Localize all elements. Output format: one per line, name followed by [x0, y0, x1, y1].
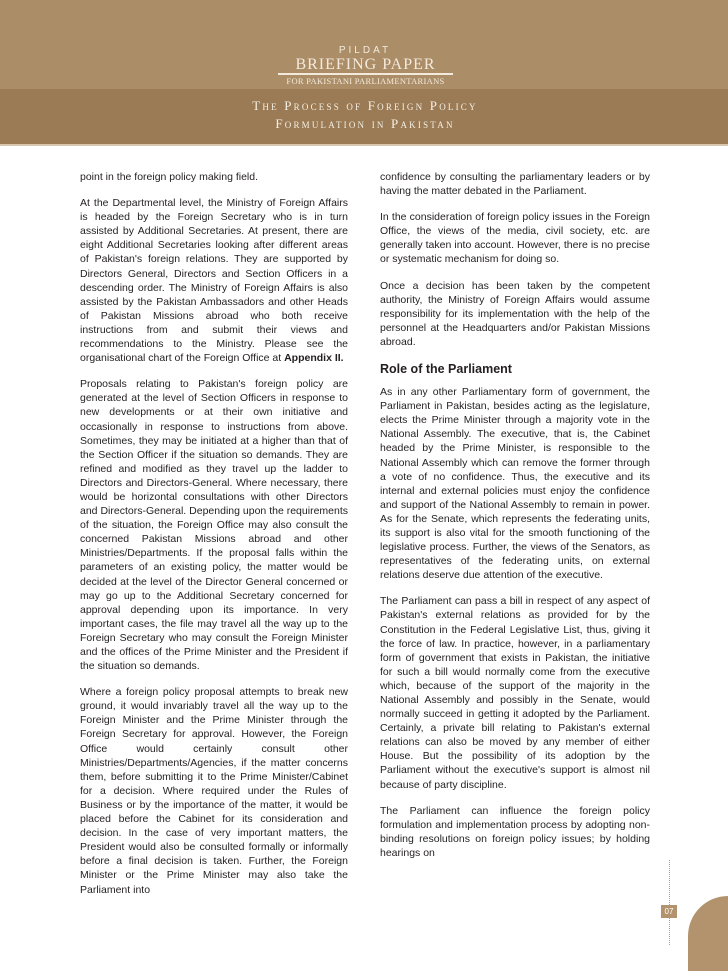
paragraph: In the consideration of foreign policy issues in the Foreign Office, the views of the media, civil society, etc. are generally taken into account. However, there is no precise or systematic mechanism for doing so.: [380, 211, 650, 266]
paragraph: The Parliament can influence the foreign policy formulation and implementation process by adopting non-binding resolutions on foreign policy issues; by holding hearings on: [380, 804, 650, 859]
paragraph: point in the foreign policy making field.: [80, 171, 259, 183]
paper-title-line-2: Formulation in Pakistan: [275, 116, 455, 131]
paragraph: [80, 196, 348, 365]
section-heading: Role of the Parliament: [380, 362, 512, 377]
paragraph: As in any other Parliamentary form of government, the Parliament in Pakistan, besides acting as the legislature, elects the Prime Minister through a majority vote in the National Assembly. The executive, that is, the Cabinet headed by the Prime Minister, is responsible to the National Assembly which can remove the former through a vote of no confidence. Thus, the executive and its internal and external policies must enjoy the confidence and support of the National Assembly to remain in power. As for the Senate, which represents the federating units, its support is also vital for the smooth functioning of the legislative process. Further, the views of the Senators, as representatives of the federating units, on external relations deserve due attention of the executive.: [380, 386, 650, 582]
right-column: [380, 170, 650, 872]
paragraph: Once a decision has been taken by the competent authority, the Ministry of Foreign Affairs would assume responsibility for its implementation with the help of the personnel at the Headquarters and/or Pakistan Missions abroad.: [380, 279, 650, 348]
left-column: [80, 170, 348, 909]
paper-title-line-1: The Process of Foreign Policy: [252, 98, 478, 113]
corner-decoration: [688, 896, 728, 971]
paragraph: confidence by consulting the parliamentary leaders or by having the matter debated in the Parliament.: [380, 171, 650, 198]
series-rule: [278, 73, 453, 75]
page-number: 07: [661, 905, 677, 918]
audience-line: FOR PAKISTANI PARLIAMENTARIANS: [286, 76, 445, 86]
appendix-reference: Appendix II.: [284, 352, 344, 365]
header-banner: [0, 0, 728, 145]
paragraph: Where a foreign policy proposal attempts to break new ground, it would invariably travel all the way up to the Foreign Minister and the Prime Minister through the Foreign Secretary for approval. However, the Foreign Office would certainly consult other Ministries/Departments/Agencies, if the matter concerns them, before submitting it to the Prime Minister/Cabinet for a decision. Where required under the Rules of Business or by the importance of the matter, it would be placed before the Cabinet for its consideration and decision. In the case of very important matters, the President would also be consulted formally or informally before a final decision is taken. Further, the Foreign Minister or the Prime Minister may also take the Parliament into: [80, 686, 348, 896]
org-name: PILDAT: [338, 45, 392, 56]
header-divider: [0, 144, 728, 146]
side-dotted-rule: [669, 860, 670, 945]
series-title: BRIEFING PAPER: [295, 56, 436, 73]
paragraph: Proposals relating to Pakistan's foreign policy are generated at the level of Section Officers in response to new developments or at their own initiative and occasionally in response to instructions from above. Sometimes, they may be initiated at a higher than that of the Section Officer if the situation so demands. They are refined and modified as they travel up the ladder to Directors and Directors-General. Where necessary, there would be horizontal consultations with other Directors and Directors-General. Depending upon the requirements of the situation, the Foreign Office may also consult the concerned Pakistan Missions abroad and other Ministries/Departments. If the proposal falls within the parameters of an existing policy, the matter would be decided at the level of the Director General concerned or may go up to the Additional Secretary concerned for approval depending upon its importance. In very important cases, the file may travel all the way up to the Foreign Secretary who may consult the Foreign Minister and the offices of the Prime Minister and the President if the situation so demands.: [80, 378, 348, 673]
paragraph: The Parliament can pass a bill in respect of any aspect of Pakistan's external relations as provided for by the Constitution in the Federal Legislative List, thus, giving it the force of law. In practice, however, in a parliamentary form of government that exists in Pakistan, the initiative for such a bill would normally come from the executive which, because of the support of the majority in the National Assembly and possibly in the Senate, would normally succeed in getting it adopted by the Parliament. Certainly, a private bill relating to Pakistan's external relations can also be moved by any member of either House. But the possibility of its adoption by the Parliament without the executive's support is almost nil because of party discipline.: [380, 595, 650, 791]
paragraph-text: At the Departmental level, the Ministry of Foreign Affairs is headed by the Foreign Secretary who is in turn assisted by Additional Secretaries. At present, there are eight Additional Secretaries looking after different areas of Pakistan's foreign relations. They are supported by Directors General, Directors and Section Officers in a descending order. The Ministry of Foreign Affairs is also assisted by the Pakistan Ambassadors and other Heads of Pakistan Missions abroad who both receive instructions from and submit their views and recommendations to the Ministry. Please see the organisational chart of the Foreign Office at: [80, 197, 348, 365]
